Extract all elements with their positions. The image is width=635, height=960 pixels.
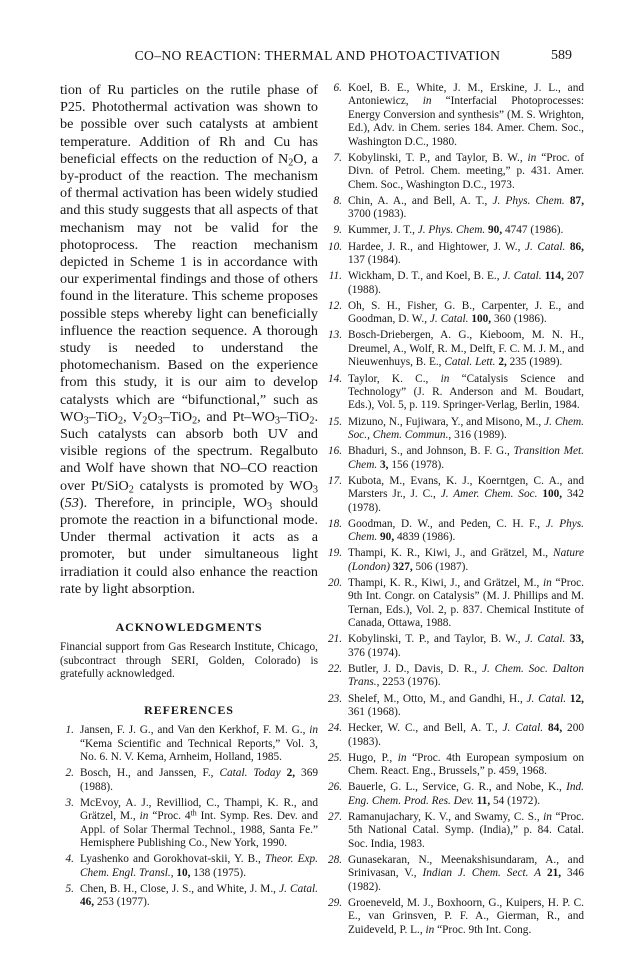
reference-item: [328, 781, 584, 808]
reference-number: 6.: [333, 82, 342, 94]
reference-text: Kobylinski, T. P., and Taylor, B. W., in “Proc. of Divn. of Petrol. Chem. meeting,” p. 431. Amer. Chem. Soc., Washington D.C., 1973.: [348, 151, 584, 191]
reference-number: 20.: [328, 576, 343, 589]
reference-number: 10.: [328, 240, 343, 253]
reference-text: Kummer, J. T., J. Phys. Chem. 90, 4747 (1986).: [348, 224, 564, 237]
reference-number: 29.: [328, 897, 343, 910]
reference-text: Thampi, K. R., Kiwi, J., and Grätzel, M., Nature (London) 327, 506 (1987).: [348, 547, 584, 573]
reference-number: 27.: [328, 811, 343, 824]
reference-text: Taylor, K. C., in “Catalysis Science and Technology” (J. R. Anderson and M. Boudart, Eds.), Vol. 5, p. 119. Springer-Verlag, Berlin, 1984.: [348, 372, 584, 412]
right-column: [328, 82, 584, 940]
reference-text: Gunasekaran, N., Meenakshisundaram, A., and Srinivasan, V., Indian J. Chem. Sect. A 21, 346 (1982).: [348, 854, 584, 893]
reference-item: [328, 475, 584, 515]
reference-number: 5.: [65, 882, 74, 895]
reference-text: Bosch, H., and Janssen, F., Catal. Today 2, 369 (1988).: [80, 767, 318, 793]
reference-number: 17.: [328, 474, 343, 487]
reference-item: [60, 853, 318, 880]
reference-item: [328, 241, 584, 268]
reference-number: 7.: [333, 151, 342, 164]
reference-text: Mizuno, N., Fujiwara, Y., and Misono, M., J. Chem. Soc., Chem. Commun., 316 (1989).: [348, 415, 584, 441]
reference-item: [328, 445, 584, 472]
reference-text: Oh, S. H., Fisher, G. B., Carpenter, J. E., and Goodman, D. W., J. Catal. 100, 360 (1986).: [348, 299, 584, 326]
reference-text: Koel, B. E., White, J. M., Erskine, J. L., and Antoniewicz, in “Interfacial Photoprocesses: Energy Conversion and synthesis” (M. S. Wrighton, Ed.), Adv. in Chem. series 184. Amer. Chem. Soc., Washington D.C., 1980.: [348, 82, 584, 148]
reference-number: 24.: [328, 722, 343, 735]
reference-number: 2.: [65, 767, 74, 780]
acknowledgments-heading: ACKNOWLEDGMENTS: [115, 620, 263, 635]
reference-text: Bauerle, G. L., Service, G. R., and Nobe, K., Ind. Eng. Chem. Prod. Res. Dev. 11, 54 (1972).: [348, 781, 584, 807]
reference-text: Chin, A. A., and Bell, A. T., J. Phys. Chem. 87, 3700 (1983).: [348, 194, 585, 221]
reference-item: [328, 897, 584, 937]
page-number: 589: [551, 48, 572, 63]
reference-text: Bhaduri, S., and Johnson, B. F. G., Transition Met. Chem. 3, 156 (1978).: [348, 445, 584, 471]
reference-text: Jansen, F. J. G., and Van den Kerkhof, F. M. G., in “Kema Scientific and Technical Reports,” Vol. 3, No. 6. N. V. Kema, Arnheim, Holland, 1985.: [80, 724, 318, 764]
reference-item: [60, 767, 318, 794]
reference-item: [328, 752, 584, 779]
reference-item: [328, 82, 584, 149]
reference-text: Chen, B. H., Close, J. S., and White, J. M., J. Catal. 46, 253 (1977).: [80, 882, 318, 909]
reference-item: [328, 811, 584, 851]
reference-number: 1.: [65, 724, 74, 737]
reference-text: Kobylinski, T. P., and Taylor, B. W., J. Catal. 33, 376 (1974).: [348, 633, 584, 659]
reference-number: 18.: [328, 517, 343, 530]
reference-item: [328, 633, 584, 660]
reference-item: [60, 797, 318, 851]
reference-number: 25.: [328, 751, 343, 764]
reference-number: 8.: [333, 194, 342, 207]
reference-number: 26.: [328, 781, 343, 794]
reference-item: [328, 329, 584, 369]
reference-text: Lyashenko and Gorokhovat-skii, Y. B., Theor. Exp. Chem. Engl. Transl., 10, 138 (1975).: [80, 853, 318, 879]
reference-number: 16.: [328, 445, 343, 458]
reference-item: [328, 373, 584, 413]
body-paragraph: tion of Ru particles on the rutile phase of P25. Photothermal activation was shown to be possible over such catalysts at ambient temperature. Addition of Rh and Cu has beneficial effects on the reduction of $N_2O$, a by-product of the reaction. The mechanism of thermal activation has been widely studied and this study suggests that all aspects of that mechanism may not be valid for the photoprocess. The reaction mechanism depicted in Scheme 1 is in accordance with our experimental findings and those of others found in the literature. This scheme proposes possible steps whereby light can beneficially influence the reaction sequence. A thorough study is needed to understand the photomechanism. Based on the experience from this study, it is our aim to develop catalysts which are “bifunctional,” such as $WO_3-TiO_2$, $V_2O_3-TiO_2$, and $Pt-WO_3-TiO_2$. Such catalysts can absorb both UV and visible regions of the spectrum. Regalbuto and Wolf have shown that NO–CO reaction over Pt/SiO$_2$ catalysts is promoted by $WO_3$ (53). Therefore, in principle, $WO_3$ should promote the reaction in a bifunctional mode. Under thermal activation it acts as a promoter, but under simultaneous light irradiation it could also enhance the reaction rate by light absorption.: [60, 82, 319, 597]
reference-text: Groeneveld, M. J., Boxhoorn, G., Kuipers, H. P. C. E., van Grinsven, P. F. A., Gierman, R., and Zuideveld, P. L., in “Proc. 9th Int. Cong.: [348, 897, 584, 936]
reference-item: [60, 883, 318, 910]
reference-item: [328, 722, 584, 749]
reference-number: 3.: [65, 796, 74, 809]
reference-text: Hecker, W. C., and Bell, A. T., J. Catal. 84, 200 (1983).: [348, 722, 584, 748]
reference-text: McEvoy, A. J., Revilliod, C., Thampi, K. R., and Grätzel, M., in “Proc. 4th Int. Symp. Res. Dev. and Appl. of Solar Thermal Technol., 1988, Santa Fe.” Hemisphere Publishing Co., New York, 1990.: [80, 796, 318, 850]
reference-number: 11.: [328, 270, 342, 283]
reference-text: Thampi, K. R., Kiwi, J., and Grätzel, M., in “Proc. 9th Int. Congr. on Catalysis” (M. J. Phillips and M. Ternan, Eds.), Vol. 2, p. 837. Chemical Institute of Canada, Ottawa, 1988.: [348, 576, 584, 630]
references-heading: REFERENCES: [144, 703, 234, 718]
reference-number: 19.: [328, 547, 343, 560]
reference-item: [328, 854, 584, 894]
reference-number: 28.: [328, 854, 343, 867]
reference-item: [328, 224, 584, 237]
acknowledgments-text: Financial support from Gas Research Institute, Chicago, (subcontract through SERI, Golden, Colorado) is gratefully acknowledged.: [60, 641, 318, 680]
left-column: [60, 82, 318, 913]
reference-text: Hugo, P., in “Proc. 4th European symposium on Chem. React. Eng., Brussels,” p. 459, 1968.: [348, 751, 584, 778]
reference-number: 21.: [328, 633, 343, 646]
reference-item: [328, 518, 584, 545]
running-title: CO–NO REACTION: THERMAL AND PHOTOACTIVATION: [134, 48, 501, 63]
reference-number: 15.: [328, 415, 343, 428]
reference-item: [328, 416, 584, 443]
reference-text: Butler, J. D., Davis, D. R., J. Chem. Soc. Dalton Trans., 2253 (1976).: [348, 663, 584, 689]
reference-text: Wickham, D. T., and Koel, B. E., J. Catal. 114, 207 (1988).: [348, 270, 584, 296]
running-header: [0, 48, 635, 72]
reference-item: [328, 577, 584, 631]
reference-item: [328, 693, 584, 720]
reference-number: 12.: [328, 299, 343, 312]
reference-text: Kubota, M., Evans, K. J., Koerntgen, C. A., and Marsters Jr., J. C., J. Amer. Chem. Soc. 100, 342 (1978).: [348, 474, 584, 514]
reference-number: 14.: [328, 372, 343, 385]
reference-item: [328, 663, 584, 690]
reference-text: Goodman, D. W., and Peden, C. H. F., J. Phys. Chem. 90, 4839 (1986).: [348, 517, 584, 544]
reference-text: Hardee, J. R., and Hightower, J. W., J. Catal. 86, 137 (1984).: [348, 240, 584, 267]
reference-list-right: [328, 82, 584, 937]
reference-text: Shelef, M., Otto, M., and Gandhi, H., J. Catal. 12, 361 (1968).: [348, 692, 584, 719]
reference-number: 9.: [333, 224, 342, 237]
reference-number: 4.: [65, 853, 74, 866]
reference-item: [328, 547, 584, 574]
reference-item: [328, 152, 584, 192]
reference-list-left: [60, 724, 318, 909]
reference-number: 13.: [328, 329, 343, 342]
reference-number: 23.: [328, 692, 343, 705]
reference-item: [328, 195, 584, 222]
reference-text: Bosch-Driebergen, A. G., Kieboom, M. N. H., Dreumel, A., Wolf, R. M., Delft, F. C. M. J. M., and Nieuwenhuys, B. E., Catal. Lett. 2, 235 (1989).: [348, 329, 584, 369]
reference-text: Ramanujachary, K. V., and Swamy, C. S., in “Proc. 5th National Catal. Symp. (India),” p. 84. Catal. Soc. India, 1983.: [348, 811, 584, 850]
reference-item: [60, 724, 318, 764]
reference-item: [328, 270, 584, 297]
reference-item: [328, 300, 584, 327]
reference-number: 22.: [328, 663, 343, 675]
